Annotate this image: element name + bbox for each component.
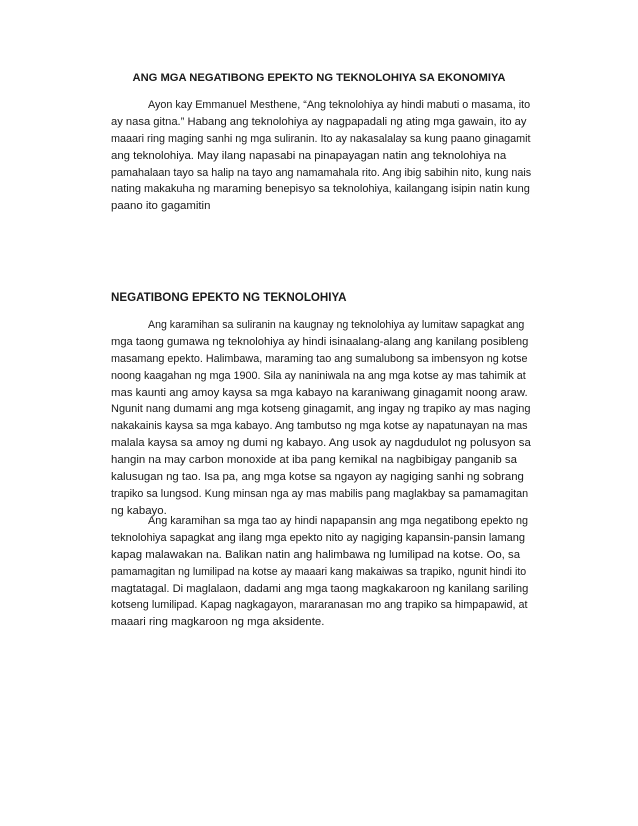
paragraph-line: nakakainis kaysa sa mga kabayo. Ang tambutso ng mga kotse ay napatunayan na mas <box>111 420 528 433</box>
paragraph-line: teknolohiya sapagkat ang ilang mga epekto nito ay nagiging kapansin-pansin lamang <box>111 531 526 544</box>
paragraph-line: kotseng lumilipad. Kapag nagkagayon, mararanasan mo ang trapiko sa himpapawid, at <box>111 599 528 612</box>
paragraph-line: kalusugan ng tao. Isa pa, ang mga kotse sa ngayon ay nagiging sanhi ng sobrang <box>111 471 524 484</box>
paragraph-line: malala kaysa sa amoy ng dumi ng kabayo. Ang usok ay nagdudulot ng polusyon sa <box>111 437 531 450</box>
paragraph-line: Ayon kay Emmanuel Mesthene, “Ang teknolohiya ay hindi mabuti o masama, ito <box>148 99 531 111</box>
paragraph-line: masamang epekto. Halimbawa, maraming tao ang sumalubong sa imbensyon ng kotse <box>111 352 528 365</box>
paragraph-line: nating makakuha ng maraming benepisyo sa teknolohiya, kailangang isipin natin kung <box>111 183 530 196</box>
intro-paragraph <box>111 97 531 215</box>
paragraph-line: mas kaunti ang amoy kaysa sa mga kabayo na karaniwang ginagamit noong araw. <box>111 386 528 399</box>
section-heading: NEGATIBONG EPEKTO NG TEKNOLOHIYA <box>111 291 347 304</box>
paragraph-line: trapiko sa lungsod. Kung minsan nga ay mas mabilis pang maglakbay sa pamamagitan <box>111 487 529 500</box>
paragraph-line: Ang karamihan sa mga tao ay hindi napapansin ang mga negatibong epekto ng <box>148 515 528 527</box>
paragraph-line: hangin na may carbon monoxide at iba pang kemikal na nagbibigay panganib sa <box>111 454 517 467</box>
paragraph-line: Ang karamihan sa suliranin na kaugnay ng teknolohiya ay lumitaw sapagkat ang <box>148 319 525 331</box>
document-title: ANG MGA NEGATIBONG EPEKTO NG TEKNOLOHIYA SA EKONOMIYA <box>132 72 506 84</box>
paragraph-line: pamahalaan tayo sa halip na tayo ang namamahala rito. Ang ibig sabihin nito, kung nais <box>111 166 532 179</box>
paragraph-line: maaari ring magkaroon ng mga aksidente. <box>111 616 325 629</box>
paragraph-line: maaari ring maging sanhi ng mga suliranin. Ito ay nakasalalay sa kung paano ginagamit <box>111 132 531 145</box>
paragraph-line: magtatagal. Di maglalaon, dadami ang mga taong magkakaroon ng kanilang sariling <box>111 582 529 595</box>
paragraph-line: pamamagitan ng lumilipad na kotse ay maaari kang makaiwas sa trapiko, ngunit hindi ito <box>111 565 527 578</box>
section-paragraph-2 <box>111 513 531 631</box>
paragraph-line: noong kaagahan ng mga 1900. Sila ay naniniwala na ang mga kotse ay mas tahimik at <box>111 369 526 382</box>
paragraph-line: ng kabayo. <box>111 504 167 517</box>
paragraph-line: ay nasa gitna.” Habang ang teknolohiya ay nagpapadali ng ating mga gawain, ito ay <box>111 115 527 128</box>
section-paragraph-1 <box>111 317 531 520</box>
paragraph-line: mga taong gumawa ng teknolohiya ay hindi isinaalang-alang ang kanilang posibleng <box>111 335 529 348</box>
paragraph-line: paano ito gagamitin <box>111 200 211 213</box>
paragraph-line: kapag malawakan na. Balikan natin ang halimbawa ng lumilipad na kotse. Oo, sa <box>111 548 521 561</box>
paragraph-line: ang teknolohiya. May ilang napasabi na pinapayagan natin ang teknolohiya na <box>111 149 507 162</box>
paragraph-line: Ngunit nang dumami ang mga kotseng ginagamit, ang ingay ng trapiko ay mas naging <box>111 403 531 416</box>
